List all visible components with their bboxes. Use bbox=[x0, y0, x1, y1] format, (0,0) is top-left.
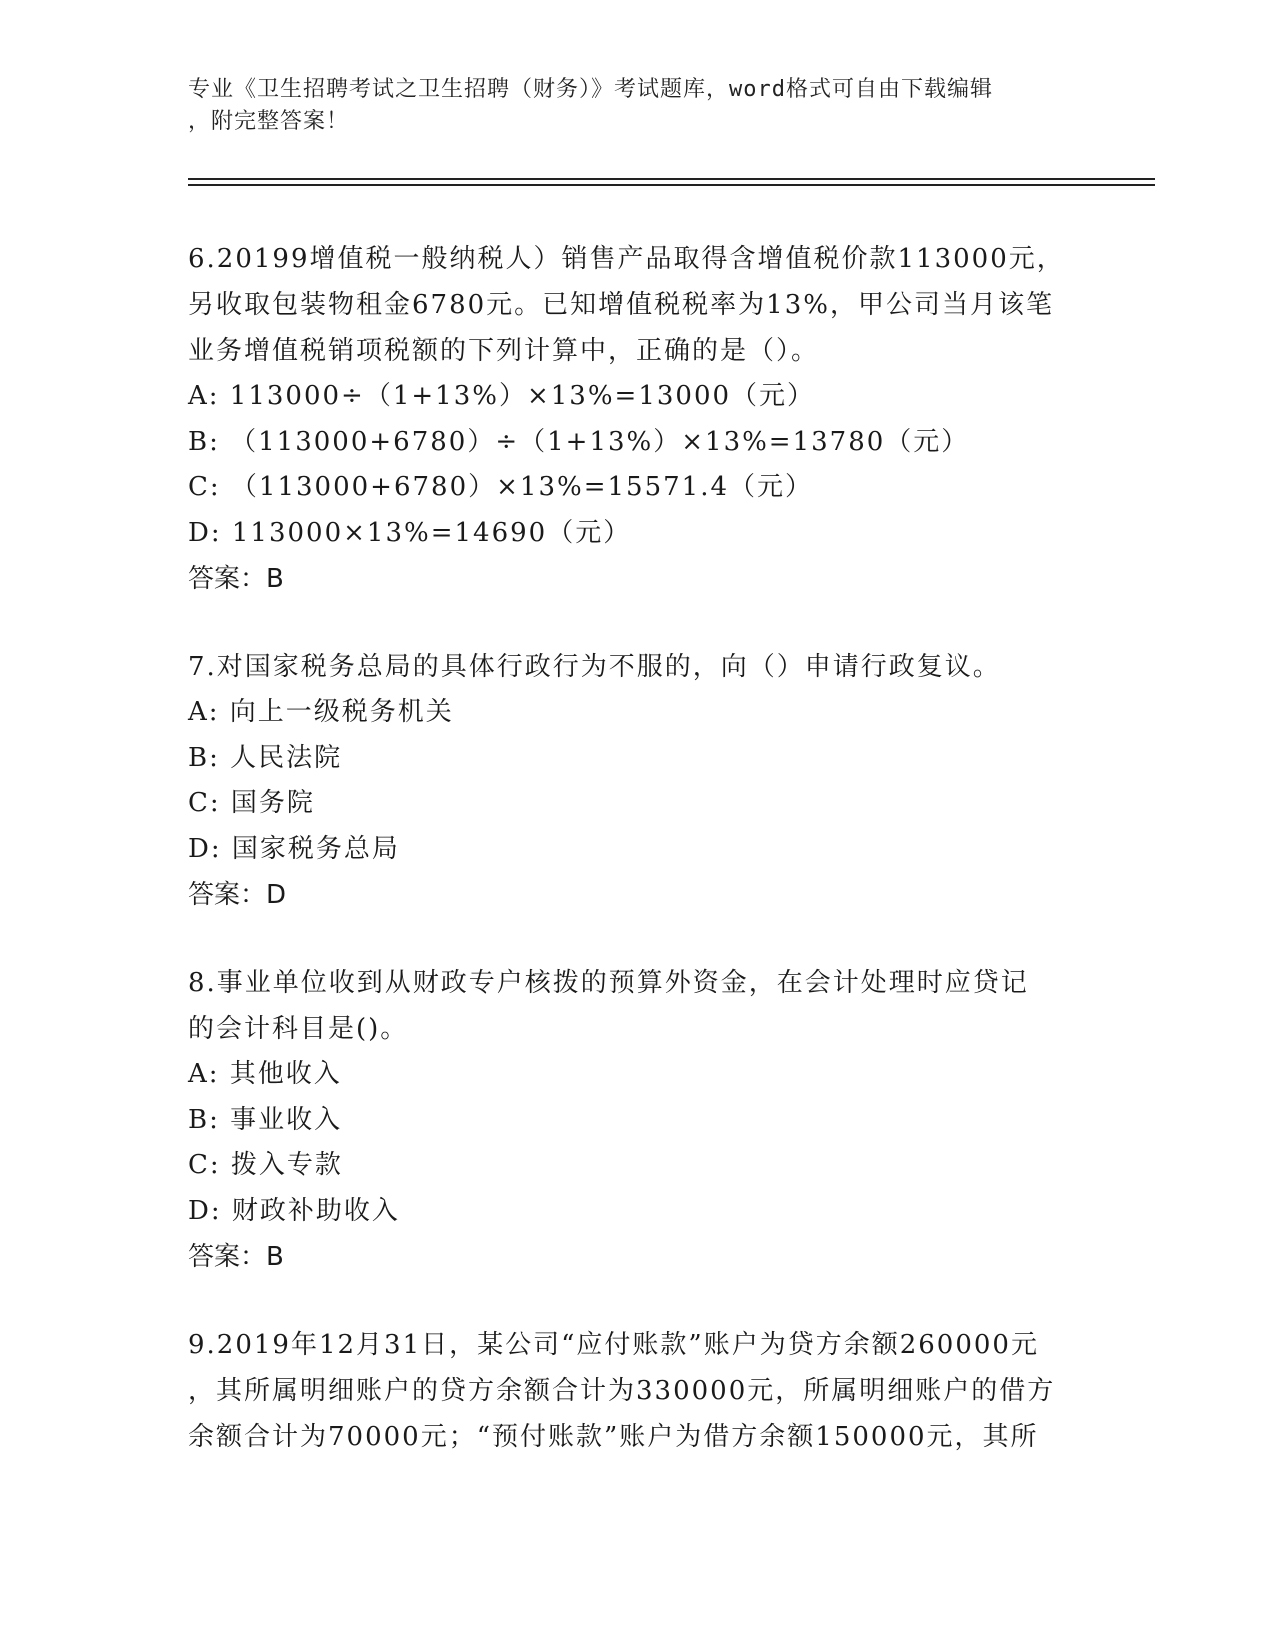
question-stem-line: ，其所属明细账户的贷方余额合计为330000元，所属明细账户的借方 bbox=[188, 1376, 1056, 1406]
option-c: C: （113000+6780）×13%=15571.4（元） bbox=[188, 472, 813, 502]
document-header bbox=[188, 74, 1068, 138]
question-stem-line: 的会计科目是()。 bbox=[188, 1014, 409, 1044]
option-a: A: 向上一级税务机关 bbox=[188, 697, 454, 727]
question-stem-line: 业务增值税销项税额的下列计算中，正确的是（）。 bbox=[188, 336, 820, 366]
answer-line: 答案：B bbox=[188, 1242, 284, 1272]
option-a: A: 113000÷（1+13%）×13%=13000（元） bbox=[188, 381, 816, 411]
question-stem-line: 7.对国家税务总局的具体行政行为不服的，向（）申请行政复议。 bbox=[188, 652, 1001, 682]
header-line-2: ，附完整答案！ bbox=[188, 109, 350, 134]
question-stem-line: 余额合计为70000元；“预付账款”账户为借方余额150000元，其所 bbox=[188, 1422, 1039, 1452]
option-d: D: 国家税务总局 bbox=[188, 833, 400, 864]
option-b: B: （113000+6780）÷（1+13%）×13%=13780（元） bbox=[188, 426, 970, 457]
header-divider-bottom bbox=[188, 184, 1155, 186]
spacer bbox=[188, 602, 1088, 644]
question-list bbox=[188, 236, 1088, 1460]
spacer bbox=[188, 1280, 1088, 1322]
spacer bbox=[188, 918, 1088, 960]
header-divider-top bbox=[188, 178, 1155, 180]
answer-line: 答案：B bbox=[188, 564, 284, 594]
option-d: D: 113000×13%=14690（元） bbox=[188, 517, 632, 548]
answer-line: 答案：D bbox=[188, 880, 287, 910]
option-d: D: 财政补助收入 bbox=[188, 1195, 400, 1226]
question-stem-line: 另收取包装物租金6780元。已知增值税税率为13%，甲公司当月该笔 bbox=[188, 290, 1054, 320]
question-6 bbox=[188, 236, 1088, 602]
option-c: C: 国务院 bbox=[188, 788, 315, 818]
option-a: A: 其他收入 bbox=[188, 1059, 342, 1089]
question-stem-line: 9.2019年12月31日，某公司“应付账款”账户为贷方余额260000元 bbox=[188, 1330, 1039, 1360]
question-9 bbox=[188, 1322, 1088, 1460]
option-c: C: 拨入专款 bbox=[188, 1150, 343, 1180]
header-line-1: 专业《卫生招聘考试之卫生招聘（财务）》考试题库，word格式可自由下载编辑 bbox=[188, 77, 993, 102]
option-b: B: 事业收入 bbox=[188, 1104, 343, 1135]
question-8 bbox=[188, 960, 1088, 1280]
question-7 bbox=[188, 644, 1088, 918]
question-stem-line: 8.事业单位收到从财政专户核拨的预算外资金，在会计处理时应贷记 bbox=[188, 968, 1029, 998]
option-b: B: 人民法院 bbox=[188, 742, 343, 773]
question-stem-line: 6.20199增值税一般纳税人）销售产品取得含增值税价款113000元， bbox=[188, 244, 1065, 274]
